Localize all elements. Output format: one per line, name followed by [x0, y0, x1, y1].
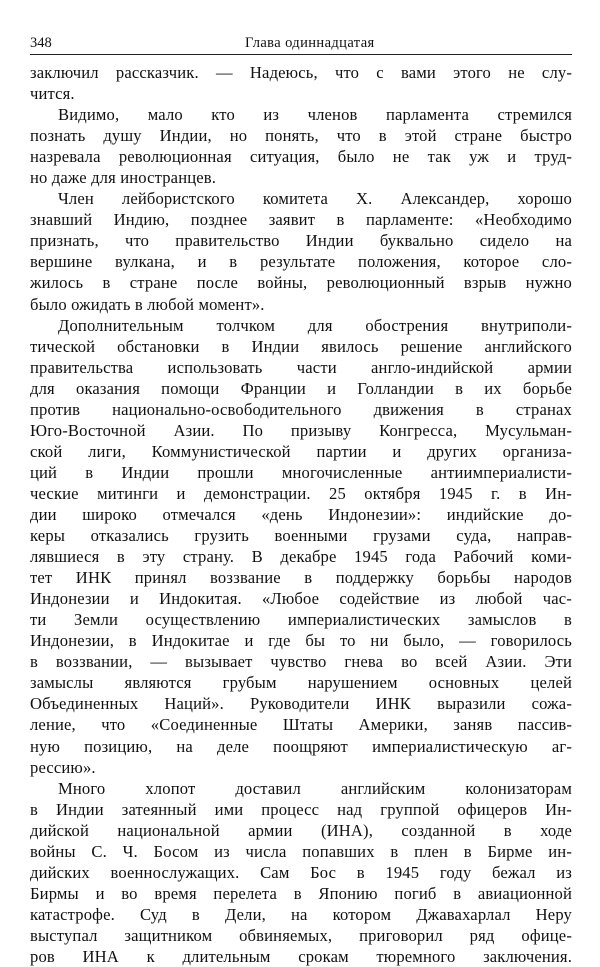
text-line: войны С. Ч. Босом из числа попавших в плен в Бирме ин- — [30, 841, 572, 861]
text-line: жилось в стране после войны, революционный взрыв нужно — [30, 273, 572, 293]
text-line: Бирмы и во время перелета в Японию погиб в авиационной — [30, 883, 572, 903]
text-line: в воззвании, — вызывает чувство гнева во всей Азии. Эти — [30, 652, 572, 672]
text-line: ций в Индии прошли многочисленные антиимпериалисти- — [30, 462, 572, 482]
text-line: признать, что правительство Индии буквально сидело на — [30, 231, 572, 251]
text-line: Член лейбористского комитета Х. Александер, хорошо — [58, 189, 572, 209]
text-line: назревала революционная ситуация, было не так уж и труд- — [30, 147, 572, 167]
chapter-title: Глава одиннадцатая — [245, 35, 375, 51]
text-line: Объединенных Наций». Руководители ИНК выразили сожа- — [30, 694, 572, 714]
text-line: в Индии затеянный ими процесс над группой офицеров Ин- — [30, 799, 572, 819]
text-line: ческие митинги и демонстрации. 25 октября 1945 г. в Ин- — [30, 483, 572, 503]
text-line: Индонезии, в Индокитае и где бы то ни было, — говорилось — [30, 631, 572, 651]
text-line: ской лиги, Коммунистической партии и других организа- — [30, 441, 572, 461]
text-line: знавший Индию, позднее заявит в парламенте: «Необходимо — [30, 210, 572, 230]
text-line: но даже для иностранцев. — [30, 168, 217, 188]
text-line: замыслы являются грубым нарушением основных целей — [30, 673, 572, 693]
text-line: правительства использовать части англо-индийской армии — [30, 357, 572, 377]
page-number: 348 — [30, 35, 52, 51]
text-line: ров ИНА к длительным срокам тюремного заключения. — [30, 946, 572, 966]
text-line: Дополнительным толчком для обострения внутриполи- — [58, 315, 572, 335]
text-line: дии широко отмечался «день Индонезии»: индийские до- — [30, 504, 572, 524]
text-line: керы отказались грузить военными грузами суда, направ- — [30, 526, 572, 546]
text-line: лявшиеся в эту страну. В декабре 1945 года Рабочий коми- — [30, 547, 572, 567]
text-line: познать душу Индии, но понять, что в этой стране быстро — [30, 126, 572, 146]
text-line: катастрофе. Суд в Дели, на котором Джавахарлал Неру — [30, 904, 572, 924]
text-line: дийских военнослужащих. Сам Бос в 1945 году бежал из — [30, 862, 572, 882]
text-line: дийской национальной армии (ИНА), созданной в ходе — [30, 820, 572, 840]
text-line: ную позицию, на деле поощряют империалистическую аг- — [30, 736, 572, 756]
text-line: тет ИНК принял воззвание в поддержку борьбы народов — [30, 568, 572, 588]
body-text — [30, 62, 572, 967]
text-line: Юго-Восточной Азии. По призыву Конгресса, Мусульман- — [30, 420, 572, 440]
text-line: рессию». — [30, 757, 96, 777]
text-line: ти Земли осуществлению империалистических замыслов в — [30, 610, 572, 630]
text-line: ление, что «Соединенные Штаты Америки, заняв пассив- — [30, 715, 572, 735]
text-line: Видимо, мало кто из членов парламента стремился — [58, 105, 572, 125]
text-line: вершине вулкана, и в результате положения, которое сло- — [30, 252, 572, 272]
text-line: Много хлопот доставил английским колонизаторам — [58, 778, 572, 798]
text-line: заключил рассказчик. — Надеюсь, что с вами этого не слу- — [30, 63, 572, 82]
text-line: выступал защитником обвиняемых, приговорил ряд офице- — [30, 925, 572, 945]
text-line: было ожидать в любой момент». — [30, 294, 265, 314]
text-line: Индонезии и Индокитая. «Любое содействие из любой час- — [30, 589, 572, 609]
text-line: тической обстановки в Индии явилось решение английского — [30, 336, 572, 356]
running-header — [30, 34, 572, 55]
text-line: чится. — [30, 84, 75, 104]
text-line: против национально-освободительного движения в странах — [30, 399, 572, 419]
text-line: для оказания помощи Франции и Голландии в их борьбе — [30, 378, 572, 398]
